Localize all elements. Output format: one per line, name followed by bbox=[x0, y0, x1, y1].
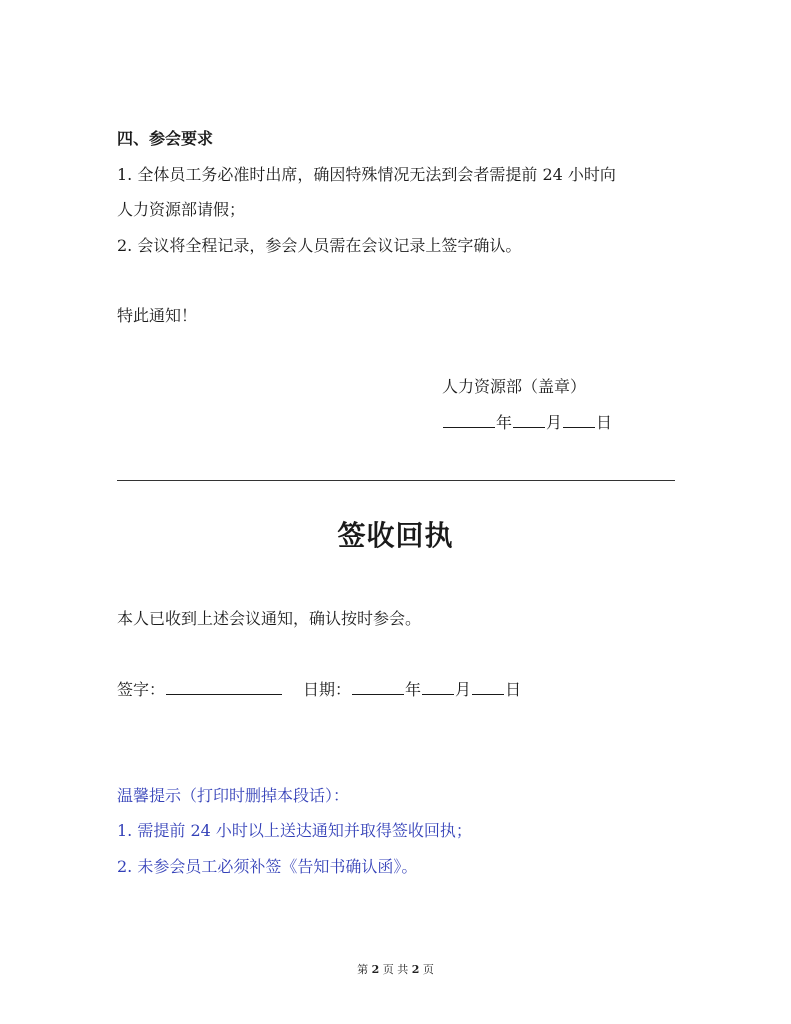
receipt-month-blank bbox=[422, 678, 454, 695]
page-footer bbox=[0, 963, 791, 977]
requirement-item-1-line-1: 1. 全体员工务必准时出席，确因特殊情况无法到会者需提前 24 小时向 bbox=[117, 165, 616, 184]
tips-item-2: 2. 未参会员工必须补签《告知书确认函》。 bbox=[117, 857, 418, 876]
receipt-statement: 本人已收到上述会议通知，确认按时参会。 bbox=[117, 609, 422, 628]
issue-date-line bbox=[442, 411, 612, 434]
footer-prefix: 第 bbox=[357, 963, 369, 976]
section-heading: 四、参会要求 bbox=[117, 129, 214, 148]
year-blank bbox=[443, 411, 495, 428]
receipt-year-label: 年 bbox=[405, 680, 422, 699]
receipt-sign-row bbox=[117, 678, 521, 701]
day-label: 日 bbox=[596, 413, 613, 432]
receipt-day-label: 日 bbox=[505, 680, 522, 699]
day-blank bbox=[563, 411, 595, 428]
receipt-day-blank bbox=[472, 678, 504, 695]
receipt-year-blank bbox=[352, 678, 404, 695]
issuer-department: 人力资源部（盖章） bbox=[442, 377, 587, 396]
year-label: 年 bbox=[496, 413, 513, 432]
signature-blank bbox=[166, 678, 282, 695]
receipt-title: 签收回执 bbox=[337, 519, 454, 552]
month-blank bbox=[513, 411, 545, 428]
section-divider bbox=[117, 480, 675, 481]
month-label: 月 bbox=[546, 413, 563, 432]
footer-mid: 页 共 bbox=[382, 963, 409, 976]
tips-item-1: 1. 需提前 24 小时以上送达通知并取得签收回执； bbox=[117, 821, 472, 840]
closing-remark: 特此通知！ bbox=[117, 306, 198, 325]
requirement-item-2: 2. 会议将全程记录，参会人员需在会议记录上签字确认。 bbox=[117, 236, 522, 255]
tips-heading: 温馨提示（打印时删掉本段话）： bbox=[117, 786, 350, 805]
total-page-number: 2 bbox=[411, 963, 420, 976]
date-label: 日期： bbox=[303, 680, 352, 699]
footer-suffix: 页 bbox=[422, 963, 434, 976]
receipt-month-label: 月 bbox=[455, 680, 472, 699]
current-page-number: 2 bbox=[371, 963, 380, 976]
sign-label: 签字： bbox=[117, 680, 166, 699]
requirement-item-1-line-2: 人力资源部请假； bbox=[117, 200, 246, 219]
